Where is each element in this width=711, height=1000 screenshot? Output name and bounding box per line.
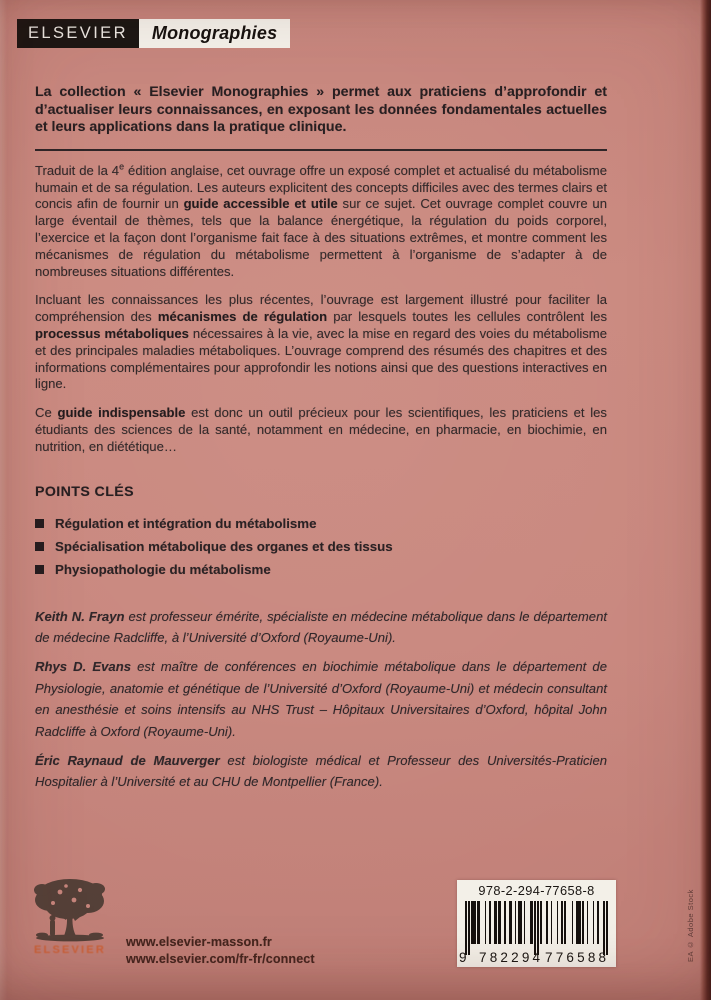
url-elsevier-connect: www.elsevier.com/fr-fr/connect <box>126 951 315 966</box>
points-item-label: Régulation et intégration du métabolisme <box>55 515 317 531</box>
barcode-bar <box>468 901 470 955</box>
barcode-bar <box>485 901 487 944</box>
author-bio-text: est biologiste médical et Professeur des Universités-Praticien Hospitalier à l’Université et au CHU de Montpellier (France). <box>35 752 608 790</box>
author-bios <box>35 606 607 793</box>
barcode-bar <box>510 901 512 944</box>
author-bio <box>35 750 607 793</box>
publisher-urls <box>126 934 315 967</box>
book-edge-shadow <box>700 0 711 1000</box>
tree-illustration <box>30 876 110 946</box>
barcode-bar <box>540 901 542 944</box>
url-elsevier-masson: www.elsevier-masson.fr <box>126 935 272 949</box>
barcode-bar <box>603 901 605 955</box>
barcode-bar <box>465 901 467 955</box>
isbn-barcode <box>457 880 616 967</box>
points-item-label: Physiopathologie du métabolisme <box>55 561 271 577</box>
barcode-bar <box>579 901 581 944</box>
left-page-edge <box>0 0 7 1000</box>
author-bio-text: est maître de conférences en biochimie métabolique dans le département de Physiologie, anatomie et génétique de l’Université d’Oxford (Royaume-Uni) et médecin consultant en anesthésie et soins intensifs au NHS Trust – Hôpitaux Universitaires d’Oxford, hôpital John Radcliffe à Oxford (Royaume-Uni). <box>35 659 607 739</box>
author-bio <box>35 656 607 742</box>
description-paragraph: Incluant les connaissances les plus récentes, l’ouvrage est largement illustré pour faciliter la compréhension des mécanismes de régulation par lesquels toutes les cellules contrôlent les processus métaboliques nécessaires à la vie, avec la mise en regard des voies du métabolisme et des principales maladies métaboliques. L’ouvrage comprend des résumés des chapitres et des informations complémentaires pour approfondir les notions ainsi que des questions interactives en ligne. <box>35 292 607 392</box>
points-item <box>35 558 607 581</box>
barcode-bar <box>500 901 502 944</box>
barcode-bars <box>465 901 608 951</box>
description-paragraphs <box>35 163 607 456</box>
ean-left-group: 782294 <box>479 950 544 965</box>
barcode-bar <box>474 901 476 944</box>
barcode-bar <box>515 901 517 944</box>
bullet-square-icon <box>35 542 44 551</box>
barcode-bar <box>531 901 533 944</box>
collection-name: Monographies <box>151 23 278 43</box>
author-name: Keith N. Frayn <box>35 608 125 624</box>
barcode-bar <box>489 901 491 944</box>
cover-text-column <box>35 0 607 801</box>
author-bio-text: est professeur émérite, spécialiste en médecine métabolique dans le département de médecine Radcliffe, à l’Université d’Oxford (Royaume-Uni). <box>35 608 607 645</box>
barcode-bar <box>524 901 526 944</box>
barcode-bar <box>561 901 563 944</box>
barcode-bar <box>593 901 595 944</box>
points-item-label: Spécialisation métabolique des organes et des tissus <box>55 538 393 554</box>
bullet-square-icon <box>35 519 44 528</box>
barcode-bar <box>564 901 566 944</box>
barcode-bar <box>551 901 553 944</box>
description-paragraph: Traduit de la 4e édition anglaise, cet ouvrage offre un exposé complet et actualisé du métabolisme humain et de sa régulation. Les auteurs explicitent des concepts difficiles avec des termes clairs et concis afin de fournir un guide accessible et utile sur ce sujet. Cet ouvrage complet couvre un large éventail de thèmes, tels que la balance énergétique, la régulation du poids corporel, l’exercice et la façon dont l’organisme fait face à des situations extrêmes, et montre comment les mécanismes de régulation du métabolisme permettent à l’organisme de s’adapter à de nombreuses situations différentes. <box>35 161 607 279</box>
ean-digits <box>459 950 611 967</box>
barcode-bar <box>537 901 539 955</box>
author-name: Éric Raynaud de Mauverger <box>35 752 220 768</box>
author-name: Rhys D. Evans <box>35 659 131 675</box>
author-bio <box>35 606 607 649</box>
cover-footer <box>0 870 711 1000</box>
barcode-bar <box>546 901 548 944</box>
barcode-bar <box>495 901 497 944</box>
isbn-number: 978-2-294-77658-8 <box>478 883 595 898</box>
elsevier-wordmark-orange: ELSEVIER <box>33 944 106 956</box>
barcode-bar <box>557 901 559 944</box>
barcode-bar <box>597 901 599 944</box>
photo-credit: EA © Adobe Stock <box>686 889 695 962</box>
collection-intro: La collection « Elsevier Monographies » permet aux praticiens d’approfondir et d’actualiser leurs connaissances, en exposant les données fondamentales actuelles et leurs applications dans la pratique clinique. <box>35 84 607 136</box>
barcode-bar <box>521 901 523 944</box>
barcode-bar <box>504 901 506 944</box>
barcode-bar <box>587 901 589 944</box>
ean-first-digit: 9 <box>459 950 467 965</box>
publisher-name: ELSEVIER <box>28 24 128 42</box>
barcode-bar <box>534 901 536 955</box>
points-cles-heading: POINTS CLÉS <box>35 483 134 500</box>
barcode-bar <box>479 901 481 944</box>
ean-right-group: 776588 <box>545 950 610 965</box>
points-item <box>35 512 607 535</box>
barcode-bar <box>582 901 584 944</box>
elsevier-tree-logo <box>30 876 110 956</box>
points-item <box>35 535 607 558</box>
barcode-bar <box>572 901 574 944</box>
divider-rule <box>35 149 607 151</box>
bullet-square-icon <box>35 565 44 574</box>
barcode-bar <box>606 901 608 955</box>
description-paragraph: Ce guide indispensable est donc un outil précieux pour les scientifiques, les praticiens et les étudiants des sciences de la santé, notamment en médecine, en pharmacie, en biochimie, en nutrition, en diététique… <box>35 405 607 454</box>
points-cles-list <box>35 512 607 581</box>
